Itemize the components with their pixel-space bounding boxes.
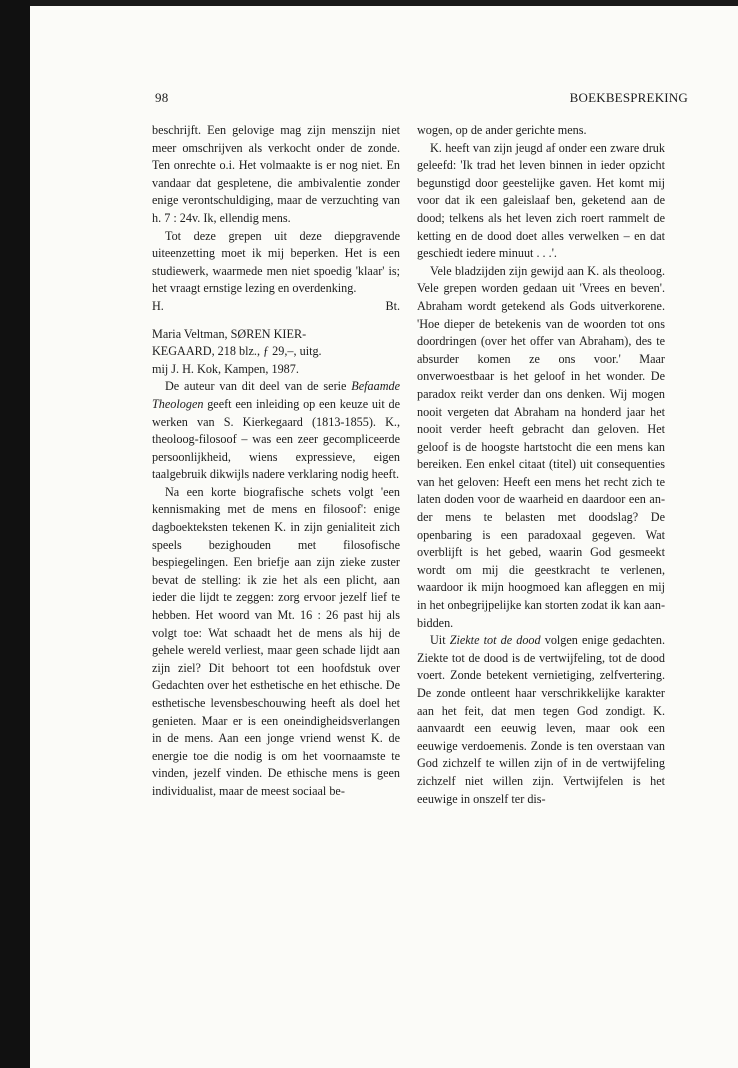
text-run: De auteur van dit deel van de serie (165, 379, 352, 394)
left-column (152, 122, 400, 801)
paragraph: Vele bladzijden zijn gewijd aan K. als theoloog. Vele grepen worden gedaan uit 'Vrees en beven'. Abraham wordt getekend als Gods uitverkorene. 'Hoe dieper de betekenis van de woorden tot ons doordringen (over het offer van Abraham), des te absurder komen ze ons voor.' Maar onverwoestbaar is het geloof in het wonder. De paradox reikt verder dan ons denken. Wij mogen nooit vergeten dat Abraham na honderd jaar het nooit verder heeft gebracht dan geloven. Het geloof is de hoogste hartstocht die een mens kan bereiken. Een enkel citaat (titel) uit consequenties van het geloven: Heeft een mens het recht zich te laten doden voor de waarheid en daardoor een ander mens te belasten met doodslag? De openbaring is een paradoxaal gegeven. Wat overblijft is het gebed, waarin God gesmeekt wordt om mij die geestkracht te verlenen, waardoor ik mijn hoogmoed kan afleggen en mij in het onbegrijpelijke kan storten zodat ik kan aanbidden. (417, 263, 665, 630)
paragraph: K. heeft van zijn jeugd af onder een zware druk geleefd: 'Ik trad het leven binnen in ieder opzicht begunstigd door geestelijke gaven. Het komt mij voor dat ik een galeislaaf ben, geketend aan de dood; telkens als het leven zich roert rammelt de ketting en de dood doet alles verwelken – en dat geschiedt iedere minuut . . .'. (417, 140, 665, 261)
text-run: geeft een inleiding op een keuze uit de werken van S. Kierkegaard (1813-1855). K., theoloog-filosoof – was een zeer gecompliceerde persoonlijkheid, wiens expressieve, eigen taalgebruik dikwijls nadere verklaring nodig heeft. (152, 396, 400, 482)
bib-line: KEGAARD, 218 blz., ƒ 29,–, uitg. (152, 344, 322, 359)
paragraph (417, 632, 665, 808)
text-run: Uit (430, 633, 450, 648)
work-title: Ziekte tot de dood (449, 633, 541, 648)
paragraph: Na een korte biografische schets volgt 'een kennismaking met de mens en filosoof': enige dagboekteksten tekenen K. in zijn genialiteit zich speels bezighouden met filosofische bespiegelingen. Een briefje aan zijn zieke zuster bevat de stelling: ik zie het als een plicht, aan ieder die lijdt te zeggen: zorg ervoor jezelf lief te hebben. Het woord van Mt. 16 : 26 past hij als volgt toe: Wat schaadt het de mens als hij de gehele wereld verliest, maar geen schade lijdt aan zijn ziel? Dit behoort tot een hoofdstuk over Gedachten over het esthetische en het ethische. De esthetische levensbeschouwing heeft als doel het genieten. Maar er is een oneindigheidsverlangen in de mens. Aan een jonge vriend wenst K. de energie toe die nodig is om het voornaamste te vinden, jezelf vinden. De ethische mens is geen individualist, maar de meest sociaal be- (152, 484, 400, 798)
paragraph: wogen, op de ander gerichte mens. (417, 123, 587, 137)
page-number: 98 (155, 90, 169, 105)
section-title: BOEKBESPREKING (569, 90, 688, 105)
bibliographic-entry (152, 326, 400, 379)
series-title: Befaamde Theologen (152, 379, 400, 411)
bib-line: mij J. H. Kok, Kampen, 1987. (152, 361, 299, 376)
bib-line: Maria Veltman, SØREN KIER- (152, 326, 307, 341)
paragraph: Tot deze grepen uit deze diepgravende uiteenzetting moet ik mij beperken. Het is een studiewerk, waarmede men niet spoedig 'klaar' is; het vraagt ernstige lezing en overdenking. (152, 228, 400, 296)
signature-initials: Bt. (385, 298, 400, 313)
text-run: volgen enige gedachten. Ziekte tot de dood is de vertwijfeling, tot de dood voert. Zonde betekent vernietiging, zelfvertering. De zonde ontleent haar verschrikkelijke karakter aan het feit, dat men tegen God zondigt. K. aanvaardt een eeuwig leven, maar ook een eeuwige verdoemenis. Zonde is ten overstaan van God zichzelf te willen zijn of in de vertwijfeling zichzelf niet willen zijn. Vertwijfelen is het eeuwige in onszelf ter dis- (417, 633, 665, 806)
running-head (155, 90, 688, 106)
right-column (417, 122, 665, 808)
paragraph: beschrijft. Een gelovige mag zijn menszijn niet meer omschrijven als verkocht onder de zonde. Ten onrechte o.i. Het volmaakte is er nog niet. En vandaar dat gespletene, die ambivalentie zonder enige verontschuldiging, maar de verzuchting van h. 7 : 24v. Ik, ellendig mens. (152, 123, 400, 225)
reviewer-signature (152, 298, 400, 316)
paragraph (152, 378, 400, 484)
signature-initial: H. (152, 298, 164, 313)
scan-binding-edge (0, 0, 30, 1068)
